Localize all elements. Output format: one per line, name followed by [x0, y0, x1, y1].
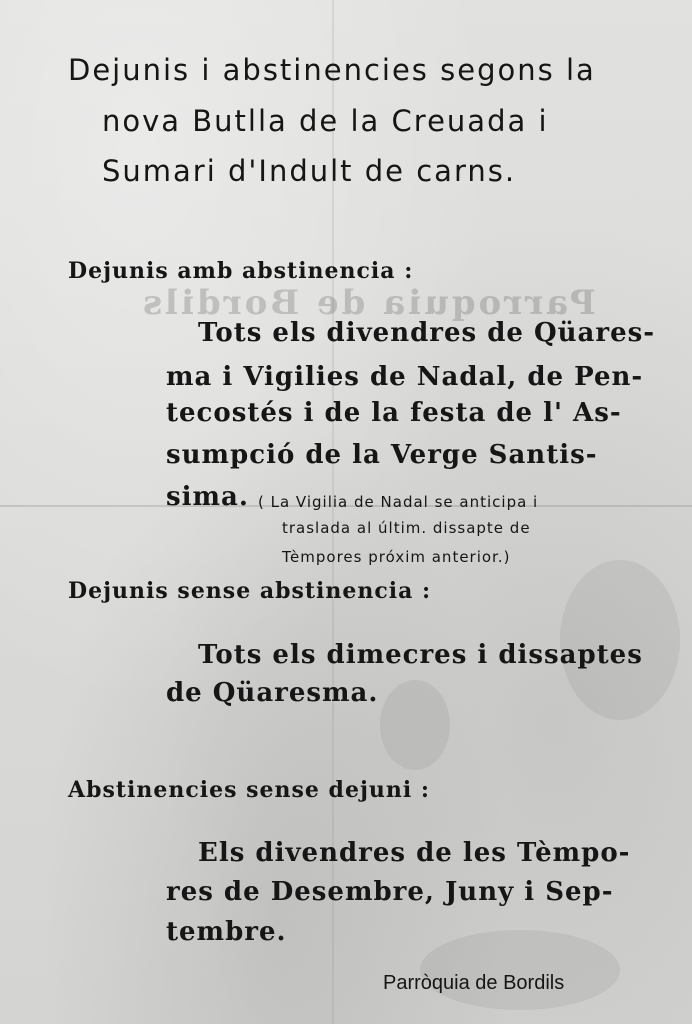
section-note-line: traslada al últim. dissapte de — [282, 519, 531, 537]
section-body-line: ma i Vigilies de Nadal, de Pen- — [166, 362, 644, 392]
section-body-line: res de Desembre, Juny i Sep- — [166, 877, 614, 907]
section-heading-fasting-abstinence: Dejunis amb abstinencia : — [68, 258, 414, 284]
section-body-line: Tots els divendres de Qüares- — [198, 318, 656, 348]
title-line-3: Sumari d'Indult de carns. — [102, 154, 517, 188]
paper-stain — [380, 680, 450, 770]
section-body-line: de Qüaresma. — [166, 678, 379, 708]
paper-stain — [420, 930, 620, 1010]
section-body-line: tembre. — [166, 917, 287, 947]
title-line-1: Dejunis i abstinencies segons la — [68, 53, 596, 87]
title-line-2: nova Butlla de la Creuada i — [102, 104, 549, 138]
section-note-line: Tèmpores próxim anterior.) — [282, 548, 511, 566]
section-heading-abstinence-no-fasting: Abstinencies sense dejuni : — [68, 777, 431, 803]
bleed-through-stamp: Parroquia de Bordils — [140, 283, 596, 323]
section-heading-fasting-no-abstinence: Dejunis sense abstinencia : — [68, 578, 432, 604]
section-body-line: sima. — [166, 482, 249, 512]
section-body-line: Tots els dimecres i dissaptes — [198, 640, 643, 670]
parish-credit: Parròquia de Bordils — [383, 972, 565, 994]
section-note-line: ( La Vigilia de Nadal se anticipa i — [258, 493, 539, 511]
section-body-line: sumpció de la Verge Santis- — [166, 440, 598, 470]
section-body-line: tecostés i de la festa de l' As- — [166, 398, 622, 428]
section-body-line: Els divendres de les Tèmpo- — [198, 838, 631, 868]
